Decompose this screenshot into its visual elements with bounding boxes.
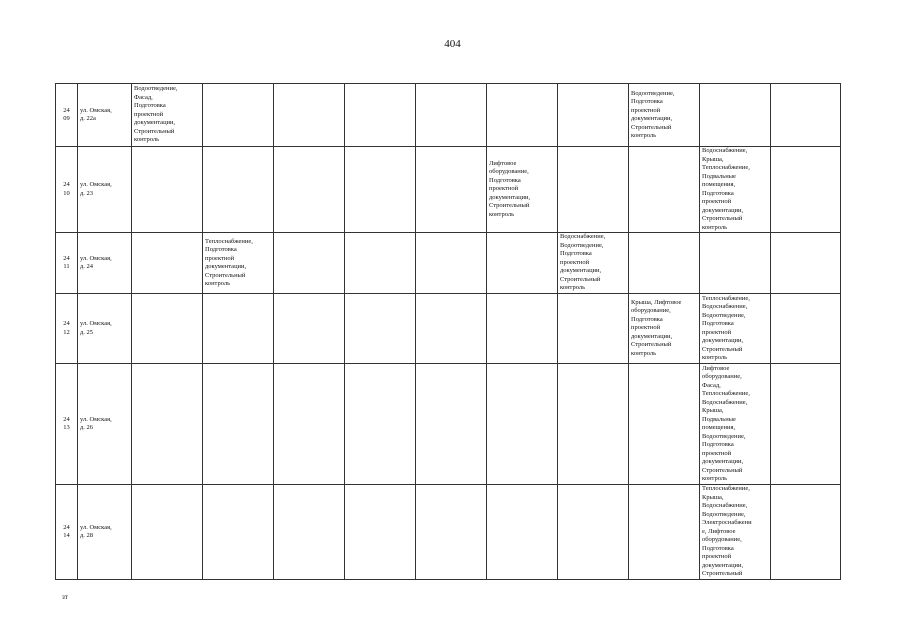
work-cell	[416, 294, 487, 364]
table-row	[56, 147, 841, 233]
work-cell	[274, 364, 345, 485]
work-cell	[345, 84, 416, 147]
row-number-cell: 24 10	[56, 147, 78, 233]
table-row	[56, 84, 841, 147]
work-cell: Теплоснабжение, Подготовка проектной документации, Строительный контроль	[203, 233, 274, 294]
work-cell	[274, 233, 345, 294]
table-row	[56, 294, 841, 364]
footer-mark: зт	[62, 593, 68, 601]
work-cell: Теплоснабжение, Водоснабжение, Водоотведение, Подготовка проектной документации, Строительный контроль	[700, 294, 771, 364]
work-cell	[203, 294, 274, 364]
address-cell: ул. Омская, д. 25	[78, 294, 132, 364]
repair-schedule-table	[55, 83, 841, 580]
work-cell	[132, 364, 203, 485]
work-cell	[487, 294, 558, 364]
work-cell	[629, 485, 700, 580]
address-cell: ул. Омская, д. 22а	[78, 84, 132, 147]
work-cell	[274, 294, 345, 364]
work-cell	[345, 147, 416, 233]
table-row	[56, 364, 841, 485]
work-cell: Водоснабжение, Крыша, Теплоснабжение, Подвальные помещения, Подготовка проектной документации, Строительный контроль	[700, 147, 771, 233]
address-cell: ул. Омская, д. 26	[78, 364, 132, 485]
row-number-cell: 24 09	[56, 84, 78, 147]
page-number: 404	[444, 38, 461, 50]
work-cell	[558, 294, 629, 364]
work-cell: Водоотведение, Фасад, Подготовка проектной документации, Строительный контроль	[132, 84, 203, 147]
work-cell	[203, 147, 274, 233]
work-cell	[487, 364, 558, 485]
work-cell	[345, 294, 416, 364]
row-number-cell: 24 11	[56, 233, 78, 294]
work-cell	[416, 147, 487, 233]
table-row	[56, 485, 841, 580]
work-cell	[558, 485, 629, 580]
work-cell	[487, 233, 558, 294]
work-cell: Лифтовое оборудование, Фасад, Теплоснабжение, Водоснабжение, Крыша, Подвальные помещения, Водоотведение, Подготовка проектной документации, Строительный контроль	[700, 364, 771, 485]
work-cell	[629, 233, 700, 294]
work-cell	[416, 233, 487, 294]
work-cell	[629, 364, 700, 485]
address-cell: ул. Омская, д. 23	[78, 147, 132, 233]
work-cell: Лифтовое оборудование, Подготовка проектной документации, Строительный контроль	[487, 147, 558, 233]
row-number-cell: 24 14	[56, 485, 78, 580]
table-row	[56, 233, 841, 294]
work-cell	[771, 84, 841, 147]
work-cell	[132, 485, 203, 580]
work-cell	[274, 84, 345, 147]
work-cell	[274, 147, 345, 233]
row-number-cell: 24 13	[56, 364, 78, 485]
work-cell	[771, 147, 841, 233]
work-cell	[416, 364, 487, 485]
work-cell: Водоснабжение, Водоотведение, Подготовка проектной документации, Строительный контроль	[558, 233, 629, 294]
work-cell	[700, 84, 771, 147]
work-cell	[558, 84, 629, 147]
work-cell	[700, 233, 771, 294]
address-cell: ул. Омская, д. 28	[78, 485, 132, 580]
work-cell	[132, 233, 203, 294]
work-cell	[416, 84, 487, 147]
work-cell	[487, 84, 558, 147]
work-cell	[629, 147, 700, 233]
work-cell	[274, 485, 345, 580]
work-cell	[203, 84, 274, 147]
work-cell	[345, 233, 416, 294]
work-cell: Крыша, Лифтовое оборудование, Подготовка проектной документации, Строительный контроль	[629, 294, 700, 364]
work-cell	[558, 147, 629, 233]
work-cell	[416, 485, 487, 580]
work-cell	[132, 147, 203, 233]
work-cell	[132, 294, 203, 364]
work-cell	[558, 364, 629, 485]
work-cell	[771, 364, 841, 485]
work-cell: Водоотведение, Подготовка проектной документации, Строительный контроль	[629, 84, 700, 147]
row-number-cell: 24 12	[56, 294, 78, 364]
work-cell	[771, 485, 841, 580]
work-cell	[345, 364, 416, 485]
work-cell	[345, 485, 416, 580]
work-cell	[203, 485, 274, 580]
work-cell	[771, 294, 841, 364]
work-cell	[203, 364, 274, 485]
work-cell: Теплоснабжение, Крыша, Водоснабжение, Водоотведение, Электроснабжени е, Лифтовое оборудование, Подготовка проектной документации, Строительный	[700, 485, 771, 580]
address-cell: ул. Омская, д. 24	[78, 233, 132, 294]
work-cell	[487, 485, 558, 580]
work-cell	[771, 233, 841, 294]
